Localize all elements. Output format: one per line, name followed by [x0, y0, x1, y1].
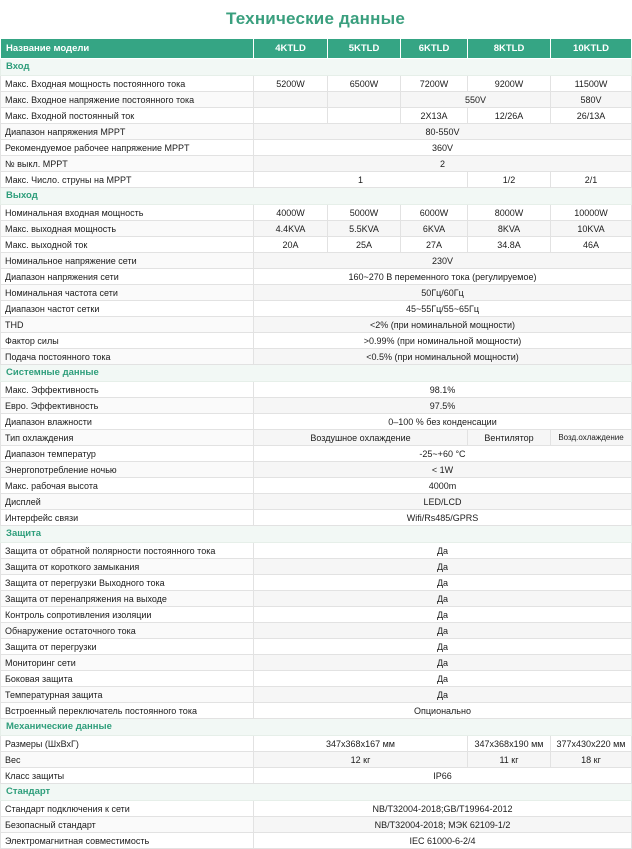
value-cell: IP66 [254, 768, 632, 784]
row-label: Тип охлаждения [1, 430, 254, 446]
value-cell: NB/T32004-2018; МЭК 62109-1/2 [254, 817, 632, 833]
value-cell: Опционально [254, 703, 632, 719]
row-label: Защита от перенапряжения на выходе [1, 591, 254, 607]
table-row [1, 687, 632, 703]
table-row [1, 671, 632, 687]
header-model-4ktld: 4KTLD [254, 39, 328, 59]
table-row [1, 269, 632, 285]
value-cell: 4000W [254, 205, 328, 221]
row-label: Макс. рабочая высота [1, 478, 254, 494]
row-label: Встроенный переключатель постоянного тока [1, 703, 254, 719]
value-cell: 580V [551, 92, 632, 108]
value-cell: 11500W [551, 76, 632, 92]
value-cell: Воздушное охлаждение [254, 430, 468, 446]
empty-cell [328, 92, 401, 108]
section-title: Вход [1, 59, 632, 76]
table-row [1, 140, 632, 156]
row-label: Евро. Эффективность [1, 398, 254, 414]
value-cell: < 1W [254, 462, 632, 478]
value-cell: 347x368x167 мм [254, 736, 468, 752]
header-model-5ktld: 5KTLD [328, 39, 401, 59]
value-cell: Да [254, 607, 632, 623]
section-title: Системные данные [1, 365, 632, 382]
value-cell: 0–100 % без конденсации [254, 414, 632, 430]
empty-cell [254, 108, 328, 124]
table-row [1, 156, 632, 172]
row-label: Интерфейс связи [1, 510, 254, 526]
table-row [1, 414, 632, 430]
value-cell: 160~270 В переменного тока (регулируемое) [254, 269, 632, 285]
row-label: Дисплей [1, 494, 254, 510]
table-row [1, 317, 632, 333]
empty-cell [328, 108, 401, 124]
row-label: Контроль сопротивления изоляции [1, 607, 254, 623]
value-cell: 27A [401, 237, 468, 253]
row-label: Вес [1, 752, 254, 768]
value-cell: LED/LCD [254, 494, 632, 510]
row-label: Номинальная частота сети [1, 285, 254, 301]
value-cell: 8KVA [468, 221, 551, 237]
table-row [1, 398, 632, 414]
table-row [1, 237, 632, 253]
value-cell: 347x368x190 мм [468, 736, 551, 752]
table-row [1, 801, 632, 817]
value-cell: 6KVA [401, 221, 468, 237]
table-row [1, 736, 632, 752]
value-cell: 8000W [468, 205, 551, 221]
value-cell: Да [254, 623, 632, 639]
value-cell: Да [254, 687, 632, 703]
row-label: Защита от обратной полярности постоянного тока [1, 543, 254, 559]
value-cell: 10KVA [551, 221, 632, 237]
section-title: Защита [1, 526, 632, 543]
table-row [1, 462, 632, 478]
value-cell: 18 кг [551, 752, 632, 768]
value-cell: IEC 61000-6-2/4 [254, 833, 632, 849]
table-row [1, 752, 632, 768]
row-label: THD [1, 317, 254, 333]
value-cell: 7200W [401, 76, 468, 92]
section-title: Стандарт [1, 784, 632, 801]
row-label: Макс. Число. струны на MPPT [1, 172, 254, 188]
row-label: Температурная защита [1, 687, 254, 703]
value-cell: 5000W [328, 205, 401, 221]
row-label: Диапазон напряжения MPPT [1, 124, 254, 140]
row-label: Защита от перегрузки [1, 639, 254, 655]
value-cell: 2/1 [551, 172, 632, 188]
row-label: Диапазон температур [1, 446, 254, 462]
table-row [1, 543, 632, 559]
table-header-row [1, 39, 632, 59]
header-model-label: Название модели [1, 39, 254, 59]
value-cell: Возд.охлаждение [551, 430, 632, 446]
section-title: Выход [1, 188, 632, 205]
section-title: Механические данные [1, 719, 632, 736]
value-cell: 25A [328, 237, 401, 253]
value-cell: 360V [254, 140, 632, 156]
row-label: Диапазон напряжения сети [1, 269, 254, 285]
value-cell: >0.99% (при номинальной мощности) [254, 333, 632, 349]
table-row [1, 205, 632, 221]
table-row [1, 446, 632, 462]
table-row [1, 172, 632, 188]
value-cell: 5.5KVA [328, 221, 401, 237]
page-title-bar [0, 0, 631, 38]
table-row [1, 76, 632, 92]
row-label: Макс. Эффективность [1, 382, 254, 398]
table-row [1, 833, 632, 849]
value-cell: Да [254, 639, 632, 655]
row-label: Класс защиты [1, 768, 254, 784]
section-header-row [1, 526, 632, 543]
header-model-6ktld: 6KTLD [401, 39, 468, 59]
value-cell: <2% (при номинальной мощности) [254, 317, 632, 333]
row-label: Энергопотребление ночью [1, 462, 254, 478]
table-row [1, 349, 632, 365]
value-cell: <0.5% (при номинальной мощности) [254, 349, 632, 365]
row-label: № выкл. MPPT [1, 156, 254, 172]
value-cell: Да [254, 543, 632, 559]
row-label: Макс. Входное напряжение постоянного тока [1, 92, 254, 108]
value-cell: 6000W [401, 205, 468, 221]
row-label: Защита от перегрузки Выходного тока [1, 575, 254, 591]
table-row [1, 108, 632, 124]
section-header-row [1, 719, 632, 736]
table-row [1, 703, 632, 719]
value-cell: 9200W [468, 76, 551, 92]
value-cell: 6500W [328, 76, 401, 92]
section-header-row [1, 365, 632, 382]
section-header-row [1, 188, 632, 205]
row-label: Макс. выходной ток [1, 237, 254, 253]
section-header-row [1, 784, 632, 801]
row-label: Боковая защита [1, 671, 254, 687]
value-cell: 12 кг [254, 752, 468, 768]
value-cell: 26/13A [551, 108, 632, 124]
value-cell: Да [254, 575, 632, 591]
table-row [1, 253, 632, 269]
table-row [1, 478, 632, 494]
value-cell: 50Гц/60Гц [254, 285, 632, 301]
row-label: Макс. Входная мощность постоянного тока [1, 76, 254, 92]
value-cell: 45~55Гц/55~65Гц [254, 301, 632, 317]
value-cell: Да [254, 559, 632, 575]
table-row [1, 655, 632, 671]
row-label: Номинальная входная мощность [1, 205, 254, 221]
table-row [1, 221, 632, 237]
value-cell: 4.4KVA [254, 221, 328, 237]
table-row [1, 382, 632, 398]
table-row [1, 124, 632, 140]
value-cell: 4000m [254, 478, 632, 494]
row-label: Защита от короткого замыкания [1, 559, 254, 575]
value-cell: 1 [254, 172, 468, 188]
row-label: Рекомендуемое рабочее напряжение MPPT [1, 140, 254, 156]
table-body [1, 39, 632, 849]
table-row [1, 430, 632, 446]
value-cell: Да [254, 591, 632, 607]
value-cell: 2 [254, 156, 632, 172]
table-row [1, 559, 632, 575]
table-row [1, 301, 632, 317]
row-label: Макс. выходная мощность [1, 221, 254, 237]
page-title: Технические данные [226, 9, 405, 28]
value-cell: 1/2 [468, 172, 551, 188]
technical-data-table [0, 38, 632, 849]
value-cell: Вентилятор [468, 430, 551, 446]
table-row [1, 639, 632, 655]
value-cell: 20A [254, 237, 328, 253]
table-row [1, 768, 632, 784]
value-cell: Да [254, 655, 632, 671]
row-label: Диапазон частот сетки [1, 301, 254, 317]
value-cell: 5200W [254, 76, 328, 92]
table-row [1, 510, 632, 526]
row-label: Безопасный стандарт [1, 817, 254, 833]
section-header-row [1, 59, 632, 76]
table-row [1, 333, 632, 349]
value-cell: 98.1% [254, 382, 632, 398]
row-label: Подача постоянного тока [1, 349, 254, 365]
empty-cell [254, 92, 328, 108]
row-label: Макс. Входной постоянный ток [1, 108, 254, 124]
value-cell: Wifi/Rs485/GPRS [254, 510, 632, 526]
table-row [1, 607, 632, 623]
table-row [1, 494, 632, 510]
row-label: Стандарт подключения к сети [1, 801, 254, 817]
table-row [1, 285, 632, 301]
value-cell: 550V [401, 92, 551, 108]
table-row [1, 591, 632, 607]
row-label: Размеры (ШхВхГ) [1, 736, 254, 752]
value-cell: 10000W [551, 205, 632, 221]
table-row [1, 817, 632, 833]
value-cell: 12/26A [468, 108, 551, 124]
header-model-8ktld: 8KTLD [468, 39, 551, 59]
table-row [1, 623, 632, 639]
header-model-10ktld: 10KTLD [551, 39, 632, 59]
value-cell: -25~+60 °C [254, 446, 632, 462]
row-label: Фактор силы [1, 333, 254, 349]
table-row [1, 575, 632, 591]
row-label: Электромагнитная совместимость [1, 833, 254, 849]
value-cell: 377x430x220 мм [551, 736, 632, 752]
value-cell: 46A [551, 237, 632, 253]
row-label: Диапазон влажности [1, 414, 254, 430]
value-cell: 2X13A [401, 108, 468, 124]
row-label: Обнаружение остаточного тока [1, 623, 254, 639]
value-cell: 97.5% [254, 398, 632, 414]
value-cell: 34.8A [468, 237, 551, 253]
row-label: Номинальное напряжение сети [1, 253, 254, 269]
value-cell: Да [254, 671, 632, 687]
value-cell: NB/T32004-2018;GB/T19964-2012 [254, 801, 632, 817]
value-cell: 80-550V [254, 124, 632, 140]
value-cell: 11 кг [468, 752, 551, 768]
value-cell: 230V [254, 253, 632, 269]
table-row [1, 92, 632, 108]
row-label: Мониторинг сети [1, 655, 254, 671]
